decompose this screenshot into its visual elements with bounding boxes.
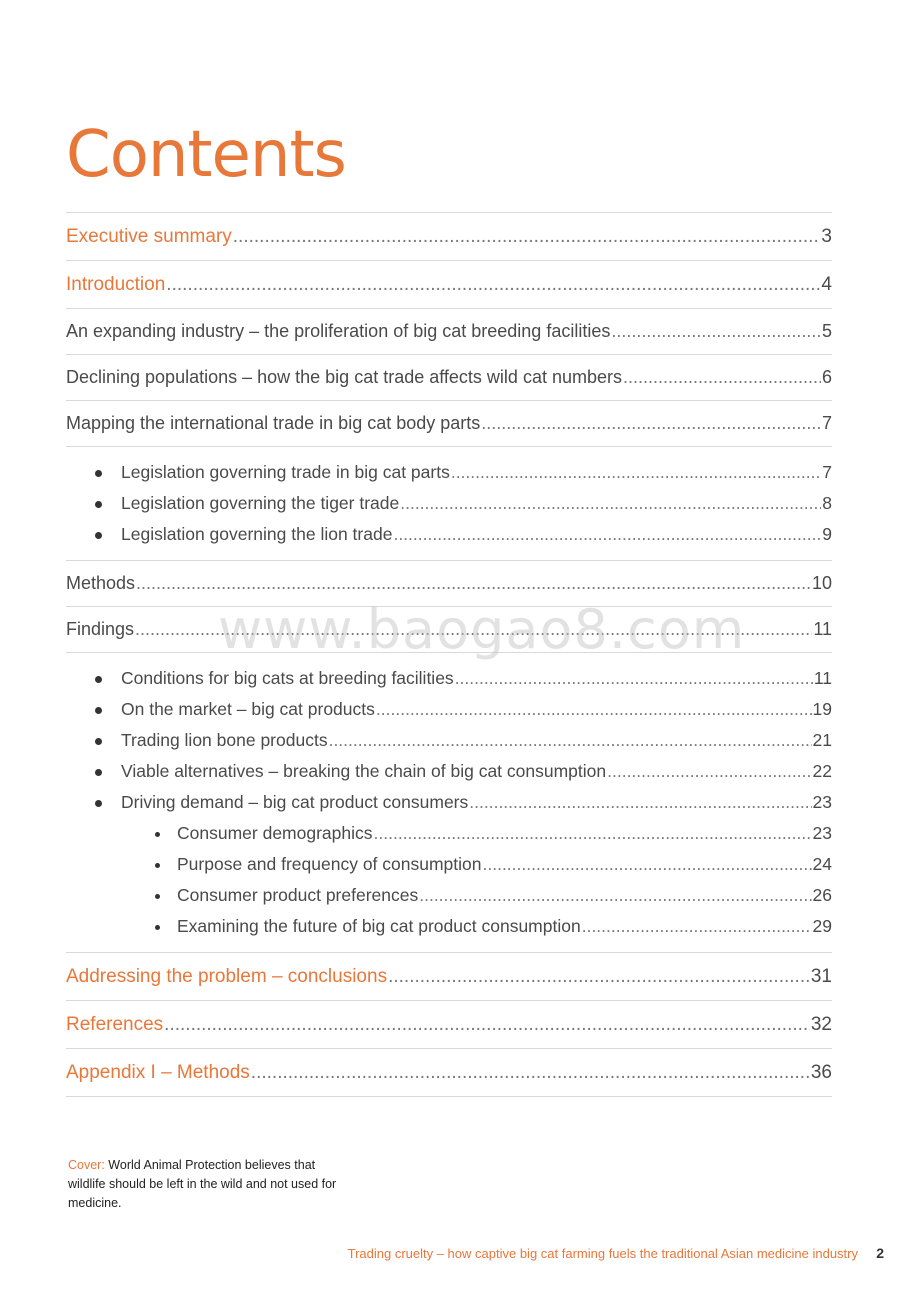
toc-entry-page: 23 [812, 792, 832, 812]
dot-leader [400, 488, 821, 519]
toc-entry[interactable] [66, 1057, 832, 1088]
toc-entry-label: Consumer product preferences [177, 885, 419, 905]
toc-entry-page: 4 [821, 274, 832, 295]
dot-leader [469, 787, 811, 818]
bullet-icon [95, 676, 102, 683]
toc-section [66, 212, 832, 261]
dot-leader [135, 614, 812, 645]
toc-section [66, 355, 832, 401]
toc-entry[interactable] [66, 694, 832, 725]
toc-entry-page: 31 [810, 966, 832, 987]
toc-entry-page: 21 [812, 730, 832, 750]
dot-leader [164, 1009, 810, 1040]
toc-entry-page: 7 [821, 413, 832, 433]
toc-section [66, 1001, 832, 1049]
dot-leader [136, 568, 811, 599]
toc-entry-label: Addressing the problem – conclusions [66, 966, 388, 987]
toc-entry-label: Appendix I – Methods [66, 1062, 250, 1083]
toc-entry-label: Legislation governing the tiger trade [121, 493, 400, 513]
toc-entry[interactable] [66, 362, 832, 393]
bullet-icon [95, 769, 102, 776]
toc-entry[interactable] [66, 408, 832, 439]
toc-entry-label: Findings [66, 619, 135, 639]
dot-leader [393, 519, 821, 550]
toc-entry[interactable] [66, 880, 832, 911]
toc-entry[interactable] [66, 519, 832, 550]
dot-leader [166, 269, 820, 300]
toc-entry-page: 23 [812, 823, 832, 843]
toc-entry[interactable] [66, 316, 832, 347]
toc-entry-label: Viable alternatives – breaking the chain of big cat consumption [121, 761, 607, 781]
dot-leader [451, 457, 821, 488]
bullet-icon [155, 832, 160, 837]
toc-entry-page: 5 [821, 321, 832, 341]
watermark: www.baogao8.com [218, 598, 746, 661]
toc-entry-label: Introduction [66, 274, 166, 295]
toc-entry-page: 19 [812, 699, 832, 719]
toc-entry-label: References [66, 1014, 164, 1035]
toc-entry[interactable] [66, 787, 832, 818]
toc-entry-label: Trading lion bone products [121, 730, 328, 750]
dot-leader [611, 316, 821, 347]
toc-entry[interactable] [66, 488, 832, 519]
dot-leader [388, 961, 810, 992]
dot-leader [374, 818, 812, 849]
dot-leader [419, 880, 811, 911]
toc-entry[interactable] [66, 663, 832, 694]
bullet-icon [95, 501, 102, 508]
dot-leader [233, 221, 821, 252]
toc-entry[interactable] [66, 568, 832, 599]
toc-entry-page: 9 [822, 524, 832, 544]
toc-entry[interactable] [66, 269, 832, 300]
toc-entry-label: Mapping the international trade in big cat body parts [66, 413, 481, 433]
toc-entry-label: Legislation governing trade in big cat parts [121, 462, 450, 482]
toc-section [66, 953, 832, 1001]
table-of-contents [66, 212, 832, 1097]
toc-entry-label: Purpose and frequency of consumption [177, 854, 482, 874]
toc-entry[interactable] [66, 614, 832, 645]
toc-entry-page: 22 [812, 761, 832, 781]
toc-entry-page: 24 [812, 854, 832, 874]
bullet-icon [155, 925, 160, 930]
toc-entry[interactable] [66, 725, 832, 756]
cover-caption-text: World Animal Protection believes that wildlife should be left in the wild and not used for medicine. [68, 1158, 337, 1210]
cover-caption-label: Cover: [68, 1158, 105, 1172]
toc-entry-label: An expanding industry – the proliferation of big cat breeding facilities [66, 321, 611, 341]
toc-entry[interactable] [66, 849, 832, 880]
bullet-icon [95, 470, 102, 477]
toc-section [66, 447, 832, 561]
toc-entry-page: 6 [821, 367, 832, 387]
cover-caption [68, 1156, 338, 1213]
toc-entry-label: On the market – big cat products [121, 699, 375, 719]
toc-entry[interactable] [66, 221, 832, 252]
toc-entry[interactable] [66, 1009, 832, 1040]
toc-entry-label: Examining the future of big cat product consumption [177, 916, 581, 936]
toc-section [66, 309, 832, 355]
toc-entry-page: 32 [810, 1014, 832, 1035]
bullet-icon [95, 738, 102, 745]
dot-leader [607, 756, 811, 787]
toc-entry[interactable] [66, 756, 832, 787]
bullet-icon [155, 863, 160, 868]
toc-section [66, 653, 832, 953]
toc-entry-label: Declining populations – how the big cat trade affects wild cat numbers [66, 367, 622, 387]
toc-entry[interactable] [66, 457, 832, 488]
dot-leader [481, 408, 821, 439]
toc-entry-label: Consumer demographics [177, 823, 373, 843]
dot-leader [455, 663, 813, 694]
toc-entry-page: 36 [810, 1062, 832, 1083]
footer-page-number: 2 [876, 1245, 884, 1261]
toc-entry[interactable] [66, 911, 832, 942]
toc-entry-page: 11 [813, 668, 832, 688]
dot-leader [582, 911, 812, 942]
dot-leader [623, 362, 821, 393]
dot-leader [251, 1057, 810, 1088]
toc-entry-label: Driving demand – big cat product consumers [121, 792, 469, 812]
bullet-icon [95, 707, 102, 714]
toc-entry-label: Methods [66, 573, 136, 593]
toc-section [66, 261, 832, 309]
bullet-icon [95, 800, 102, 807]
toc-entry-page: 10 [811, 573, 832, 593]
bullet-icon [155, 894, 160, 899]
toc-entry-page: 7 [822, 462, 832, 482]
toc-entry-page: 11 [813, 619, 832, 639]
toc-section [66, 607, 832, 653]
page-title: Contents [66, 118, 346, 192]
toc-section [66, 401, 832, 447]
toc-entry[interactable] [66, 818, 832, 849]
toc-entry-page: 8 [822, 493, 832, 513]
toc-entry-label: Executive summary [66, 226, 232, 247]
dot-leader [329, 725, 812, 756]
toc-entry-label: Conditions for big cats at breeding facilities [121, 668, 454, 688]
toc-entry-page: 29 [812, 916, 832, 936]
toc-entry[interactable] [66, 961, 832, 992]
dot-leader [483, 849, 812, 880]
toc-section [66, 561, 832, 607]
toc-entry-page: 3 [821, 226, 832, 247]
toc-section [66, 1049, 832, 1097]
bullet-icon [95, 532, 102, 539]
toc-entry-label: Legislation governing the lion trade [121, 524, 393, 544]
footer-document-title: Trading cruelty – how captive big cat farming fuels the traditional Asian medicine industry [347, 1246, 858, 1261]
toc-entry-page: 26 [812, 885, 832, 905]
dot-leader [376, 694, 812, 725]
